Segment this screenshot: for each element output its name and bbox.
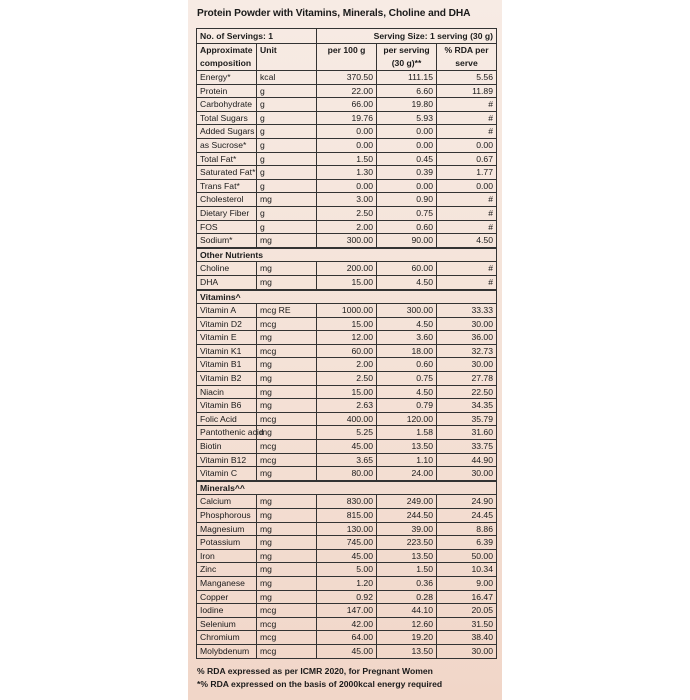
nutrient-name: Phosphorous — [197, 509, 257, 523]
nutrient-rda: 6.39 — [437, 536, 497, 550]
nutrient-unit: mg — [257, 426, 317, 440]
nutrient-row — [197, 617, 497, 631]
nutrient-unit: mg — [257, 509, 317, 523]
serving-size: Serving Size: 1 serving (30 g) — [317, 29, 497, 44]
nutrient-rda: # — [437, 275, 497, 289]
nutrient-per100: 15.00 — [317, 385, 377, 399]
nutrient-unit: mcg — [257, 440, 317, 454]
nutrient-per-serving: 0.00 — [377, 125, 437, 139]
nutrient-unit: mg — [257, 372, 317, 386]
nutrient-unit: mg — [257, 495, 317, 509]
nutrient-per100: 2.50 — [317, 206, 377, 220]
nutrient-per100: 745.00 — [317, 536, 377, 550]
nutrient-name: Vitamin E — [197, 331, 257, 345]
nutrient-unit: mg — [257, 467, 317, 481]
nutrient-rda: 31.60 — [437, 426, 497, 440]
nutrient-rda: 36.00 — [437, 331, 497, 345]
nutrient-rda: 8.86 — [437, 522, 497, 536]
nutrient-per100: 45.00 — [317, 549, 377, 563]
nutrient-per100: 1.50 — [317, 152, 377, 166]
nutrient-per-serving: 0.00 — [377, 138, 437, 152]
nutrient-rda: # — [437, 206, 497, 220]
nutrient-per-serving: 4.50 — [377, 317, 437, 331]
nutrient-rda: 30.00 — [437, 644, 497, 658]
nutrient-row — [197, 111, 497, 125]
nutrient-row — [197, 522, 497, 536]
nutrient-per100: 370.50 — [317, 71, 377, 85]
nutrient-per-serving: 3.60 — [377, 331, 437, 345]
nutrient-row — [197, 412, 497, 426]
nutrition-table — [196, 28, 497, 659]
nutrient-name: FOS — [197, 220, 257, 234]
nutrient-per-serving: 4.50 — [377, 385, 437, 399]
nutrient-per100: 80.00 — [317, 467, 377, 481]
nutrient-row — [197, 372, 497, 386]
nutrient-rda: 27.78 — [437, 372, 497, 386]
footnote-energy: *% RDA expressed on the basis of 2000kcal energy required — [197, 679, 443, 689]
nutrient-unit: g — [257, 125, 317, 139]
nutrient-rda: 34.35 — [437, 399, 497, 413]
nutrient-name: Protein — [197, 84, 257, 98]
nutrient-per100: 300.00 — [317, 234, 377, 248]
nutrient-per100: 0.00 — [317, 125, 377, 139]
nutrient-row — [197, 179, 497, 193]
nutrient-name: Sodium* — [197, 234, 257, 248]
nutrient-rda: 0.00 — [437, 138, 497, 152]
nutrient-per-serving: 18.00 — [377, 344, 437, 358]
nutrient-unit: g — [257, 179, 317, 193]
nutrient-row — [197, 549, 497, 563]
nutrient-rda: 24.90 — [437, 495, 497, 509]
nutrient-unit: mg — [257, 590, 317, 604]
nutrient-per100: 130.00 — [317, 522, 377, 536]
nutrient-per-serving: 111.15 — [377, 71, 437, 85]
nutrient-row — [197, 344, 497, 358]
nutrient-row — [197, 98, 497, 112]
nutrient-rda: 11.89 — [437, 84, 497, 98]
nutrient-name: Dietary Fiber — [197, 206, 257, 220]
nutrient-row — [197, 644, 497, 658]
nutrient-name: Vitamin B12 — [197, 453, 257, 467]
nutrient-row — [197, 536, 497, 550]
nutrient-rda: # — [437, 111, 497, 125]
section-vitamins-label: Vitamins^ — [197, 290, 497, 304]
section-minerals-label: Minerals^^ — [197, 481, 497, 495]
nutrient-unit: g — [257, 206, 317, 220]
nutrient-rda: 22.50 — [437, 385, 497, 399]
nutrient-unit: mg — [257, 385, 317, 399]
nutrient-name: Niacin — [197, 385, 257, 399]
nutrient-rda: # — [437, 125, 497, 139]
nutrient-per-serving: 0.75 — [377, 206, 437, 220]
nutrient-per-serving: 44.10 — [377, 604, 437, 618]
nutrient-per-serving: 244.50 — [377, 509, 437, 523]
nutrient-row — [197, 220, 497, 234]
nutrient-per100: 12.00 — [317, 331, 377, 345]
nutrient-per-serving: 1.50 — [377, 563, 437, 577]
nutrient-unit: g — [257, 166, 317, 180]
nutrient-per100: 1000.00 — [317, 304, 377, 318]
nutrient-per-serving: 0.36 — [377, 576, 437, 590]
nutrient-row — [197, 304, 497, 318]
nutrient-row — [197, 576, 497, 590]
nutrient-unit: mcg — [257, 412, 317, 426]
nutrient-per-serving: 0.60 — [377, 358, 437, 372]
nutrient-per100: 3.00 — [317, 193, 377, 207]
nutrient-row — [197, 453, 497, 467]
nutrient-name: Trans Fat* — [197, 179, 257, 193]
nutrient-per100: 45.00 — [317, 644, 377, 658]
nutrient-row — [197, 331, 497, 345]
nutrient-per100: 0.00 — [317, 179, 377, 193]
nutrient-name: Chromium — [197, 631, 257, 645]
nutrient-per100: 15.00 — [317, 275, 377, 289]
nutrient-per-serving: 120.00 — [377, 412, 437, 426]
nutrient-row — [197, 440, 497, 454]
servings-row — [197, 29, 497, 44]
section-vitamins — [197, 290, 497, 304]
section-other-nutrients-label: Other Nutrients — [197, 248, 497, 262]
nutrient-name: Vitamin C — [197, 467, 257, 481]
nutrient-row — [197, 509, 497, 523]
nutrient-row — [197, 234, 497, 248]
nutrient-per100: 5.25 — [317, 426, 377, 440]
nutrient-per100: 2.63 — [317, 399, 377, 413]
nutrient-rda: 24.45 — [437, 509, 497, 523]
nutrient-per-serving: 24.00 — [377, 467, 437, 481]
nutrient-name: Iron — [197, 549, 257, 563]
nutrient-row — [197, 193, 497, 207]
nutrient-unit: g — [257, 111, 317, 125]
nutrient-unit: mg — [257, 399, 317, 413]
nutrient-per100: 830.00 — [317, 495, 377, 509]
nutrient-unit: g — [257, 138, 317, 152]
nutrient-rda: 50.00 — [437, 549, 497, 563]
nutrient-per-serving: 0.60 — [377, 220, 437, 234]
nutrient-per-serving: 1.10 — [377, 453, 437, 467]
nutrient-per-serving: 0.28 — [377, 590, 437, 604]
nutrient-name: Vitamin A — [197, 304, 257, 318]
nutrient-per-serving: 0.45 — [377, 152, 437, 166]
nutrient-name: Added Sugars — [197, 125, 257, 139]
nutrient-name: Biotin — [197, 440, 257, 454]
nutrient-name: Vitamin D2 — [197, 317, 257, 331]
nutrient-unit: mg — [257, 275, 317, 289]
nutrient-rda: 4.50 — [437, 234, 497, 248]
nutrient-unit: mcg — [257, 617, 317, 631]
nutrient-row — [197, 317, 497, 331]
nutrient-name: Copper — [197, 590, 257, 604]
nutrient-name: Folic Acid — [197, 412, 257, 426]
nutrient-row — [197, 604, 497, 618]
nutrient-per-serving: 13.50 — [377, 440, 437, 454]
nutrient-name: Total Sugars — [197, 111, 257, 125]
nutrient-per100: 60.00 — [317, 344, 377, 358]
nutrient-unit: mcg — [257, 644, 317, 658]
nutrient-rda: 33.75 — [437, 440, 497, 454]
nutrient-rda: 9.00 — [437, 576, 497, 590]
nutrient-unit: mg — [257, 576, 317, 590]
nutrient-per100: 66.00 — [317, 98, 377, 112]
nutrient-rda: 32.73 — [437, 344, 497, 358]
nutrient-per-serving: 19.20 — [377, 631, 437, 645]
nutrient-unit: mg — [257, 262, 317, 276]
nutrient-name: Potassium — [197, 536, 257, 550]
nutrient-per-serving: 90.00 — [377, 234, 437, 248]
nutrient-per100: 815.00 — [317, 509, 377, 523]
nutrient-per-serving: 19.80 — [377, 98, 437, 112]
nutrient-unit: mg — [257, 549, 317, 563]
nutrient-name: Vitamin B6 — [197, 399, 257, 413]
header-rda: % RDA per serve — [437, 44, 497, 71]
nutrient-per100: 400.00 — [317, 412, 377, 426]
nutrient-per100: 2.50 — [317, 372, 377, 386]
nutrient-row — [197, 590, 497, 604]
nutrient-name: Iodine — [197, 604, 257, 618]
nutrient-name: Vitamin B1 — [197, 358, 257, 372]
nutrient-name: Choline — [197, 262, 257, 276]
nutrient-per100: 2.00 — [317, 220, 377, 234]
nutrient-row — [197, 495, 497, 509]
nutrient-per100: 15.00 — [317, 317, 377, 331]
nutrient-per100: 1.30 — [317, 166, 377, 180]
nutrient-unit: mg — [257, 522, 317, 536]
nutrient-name: Zinc — [197, 563, 257, 577]
nutrient-row — [197, 166, 497, 180]
nutrient-row — [197, 275, 497, 289]
nutrient-name: Carbohydrate — [197, 98, 257, 112]
nutrient-per100: 0.92 — [317, 590, 377, 604]
nutrient-row — [197, 385, 497, 399]
nutrient-unit: mcg — [257, 604, 317, 618]
nutrient-per-serving: 13.50 — [377, 549, 437, 563]
nutrient-rda: 30.00 — [437, 467, 497, 481]
nutrient-per100: 200.00 — [317, 262, 377, 276]
nutrient-per-serving: 223.50 — [377, 536, 437, 550]
nutrient-rda: 20.05 — [437, 604, 497, 618]
nutrient-rda: 5.56 — [437, 71, 497, 85]
nutrient-per100: 2.00 — [317, 358, 377, 372]
nutrient-row — [197, 262, 497, 276]
nutrient-row — [197, 467, 497, 481]
nutrient-rda: 38.40 — [437, 631, 497, 645]
nutrient-name: Calcium — [197, 495, 257, 509]
nutrient-rda: # — [437, 262, 497, 276]
nutrient-unit: mg — [257, 234, 317, 248]
nutrient-per100: 19.76 — [317, 111, 377, 125]
section-minerals — [197, 481, 497, 495]
nutrient-per-serving: 39.00 — [377, 522, 437, 536]
nutrient-per-serving: 0.79 — [377, 399, 437, 413]
header-composition: Approximate composition — [197, 44, 257, 71]
nutrient-per-serving: 0.90 — [377, 193, 437, 207]
nutrient-unit: mg — [257, 193, 317, 207]
nutrient-name: Magnesium — [197, 522, 257, 536]
nutrient-rda: 44.90 — [437, 453, 497, 467]
nutrient-row — [197, 152, 497, 166]
nutrient-per100: 64.00 — [317, 631, 377, 645]
nutrient-per-serving: 0.75 — [377, 372, 437, 386]
nutrient-row — [197, 631, 497, 645]
nutrient-per100: 0.00 — [317, 138, 377, 152]
nutrient-rda: # — [437, 193, 497, 207]
nutrient-per100: 1.20 — [317, 576, 377, 590]
header-per-serving: per serving (30 g)** — [377, 44, 437, 71]
nutrient-name: DHA — [197, 275, 257, 289]
nutrient-row — [197, 206, 497, 220]
header-unit: Unit — [257, 44, 317, 71]
nutrient-name: Total Fat* — [197, 152, 257, 166]
header-per100: per 100 g — [317, 44, 377, 71]
nutrient-name: Selenium — [197, 617, 257, 631]
nutrient-per-serving: 0.00 — [377, 179, 437, 193]
nutrient-rda: 1.77 — [437, 166, 497, 180]
nutrient-per-serving: 4.50 — [377, 275, 437, 289]
nutrient-per-serving: 249.00 — [377, 495, 437, 509]
nutrient-rda: # — [437, 98, 497, 112]
nutrient-per-serving: 60.00 — [377, 262, 437, 276]
nutrient-rda: # — [437, 220, 497, 234]
nutrient-rda: 16.47 — [437, 590, 497, 604]
nutrient-row — [197, 399, 497, 413]
nutrient-unit: mg — [257, 358, 317, 372]
nutrient-unit: mg — [257, 331, 317, 345]
nutrient-row — [197, 426, 497, 440]
nutrient-rda: 10.34 — [437, 563, 497, 577]
nutrient-unit: mcg — [257, 317, 317, 331]
nutrient-row — [197, 84, 497, 98]
section-other-nutrients — [197, 248, 497, 262]
nutrient-unit: g — [257, 220, 317, 234]
nutrient-unit: g — [257, 84, 317, 98]
nutrient-unit: mcg — [257, 344, 317, 358]
nutrient-name: Vitamin B2 — [197, 372, 257, 386]
nutrient-unit: kcal — [257, 71, 317, 85]
nutrient-rda: 30.00 — [437, 358, 497, 372]
nutrient-per100: 3.65 — [317, 453, 377, 467]
nutrient-per-serving: 6.60 — [377, 84, 437, 98]
nutrient-rda: 30.00 — [437, 317, 497, 331]
nutrient-per-serving: 300.00 — [377, 304, 437, 318]
nutrient-row — [197, 125, 497, 139]
nutrient-per100: 147.00 — [317, 604, 377, 618]
nutrient-per-serving: 5.93 — [377, 111, 437, 125]
nutrient-unit: mcg — [257, 631, 317, 645]
nutrient-name: Molybdenum — [197, 644, 257, 658]
header-row — [197, 44, 497, 71]
nutrient-unit: g — [257, 152, 317, 166]
nutrient-rda: 0.00 — [437, 179, 497, 193]
footnote-rda: % RDA expressed as per ICMR 2020, for Pregnant Women — [197, 666, 433, 676]
nutrient-row — [197, 358, 497, 372]
nutrient-per-serving: 12.60 — [377, 617, 437, 631]
nutrient-unit: mg — [257, 536, 317, 550]
nutrient-rda: 31.50 — [437, 617, 497, 631]
nutrient-name: Pantothenic acid — [197, 426, 257, 440]
nutrient-row — [197, 71, 497, 85]
nutrient-per100: 22.00 — [317, 84, 377, 98]
nutrient-unit: g — [257, 98, 317, 112]
nutrient-per100: 42.00 — [317, 617, 377, 631]
nutrient-per-serving: 1.58 — [377, 426, 437, 440]
nutrient-name: Manganese — [197, 576, 257, 590]
nutrient-name: Saturated Fat* — [197, 166, 257, 180]
nutrient-rda: 0.67 — [437, 152, 497, 166]
servings-count: No. of Servings: 1 — [197, 29, 317, 44]
nutrient-name: as Sucrose* — [197, 138, 257, 152]
nutrient-per100: 45.00 — [317, 440, 377, 454]
nutrient-unit: mcg RE — [257, 304, 317, 318]
nutrient-row — [197, 138, 497, 152]
nutrient-unit: mcg — [257, 453, 317, 467]
nutrient-rda: 33.33 — [437, 304, 497, 318]
nutrient-unit: mg — [257, 563, 317, 577]
nutrient-name: Cholesterol — [197, 193, 257, 207]
nutrient-name: Vitamin K1 — [197, 344, 257, 358]
label-title: Protein Powder with Vitamins, Minerals, Choline and DHA — [197, 8, 471, 19]
nutrient-per-serving: 13.50 — [377, 644, 437, 658]
nutrient-rda: 35.79 — [437, 412, 497, 426]
nutrient-per100: 5.00 — [317, 563, 377, 577]
nutrient-name: Energy* — [197, 71, 257, 85]
nutrient-row — [197, 563, 497, 577]
nutrient-per-serving: 0.39 — [377, 166, 437, 180]
